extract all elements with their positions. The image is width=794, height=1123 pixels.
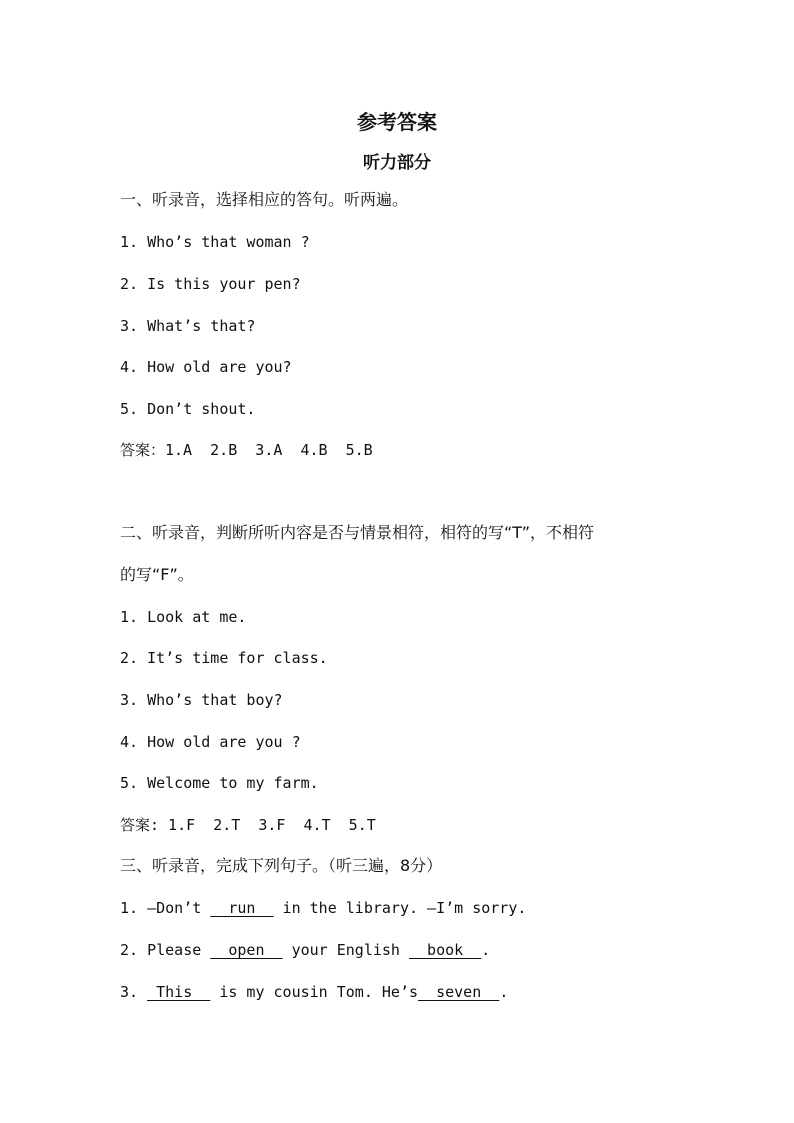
- q3-suffix: .: [499, 983, 509, 1001]
- section2-item-5: 5. Welcome to my farm.: [120, 774, 319, 792]
- section1-heading: 一、听录音，选择相应的答句。听两遍。: [120, 190, 409, 209]
- section1-item-3: 3. What’s that?: [120, 317, 256, 335]
- q2-suffix: .: [481, 941, 491, 959]
- q3-blank1-answer: This: [147, 983, 211, 1001]
- q3-middle: is my cousin Tom. He’s: [210, 983, 419, 1001]
- section2-answer: 答案: 1.F 2.T 3.F 4.T 5.T: [120, 816, 376, 834]
- section1-item-4: 4. How old are you?: [120, 358, 292, 376]
- q2-prefix: 2. Please: [120, 941, 211, 959]
- section3-question-1: [120, 898, 526, 918]
- section1-item-5: 5. Don’t shout.: [120, 400, 256, 418]
- q3-blank2-answer: seven: [418, 983, 500, 1001]
- section3-question-3: [120, 982, 508, 1002]
- section1-item-2: 2. Is this your pen?: [120, 275, 301, 293]
- section3-heading: 三、听录音，完成下列句子。（听三遍，8分）: [120, 856, 443, 875]
- q1-prefix: 1. —Don’t: [120, 899, 211, 917]
- q2-middle: your English: [282, 941, 409, 959]
- section3-question-2: [120, 940, 490, 960]
- q1-blank-answer: run: [210, 899, 274, 917]
- section2-item-1: 1. Look at me.: [120, 608, 247, 626]
- page-title: 参考答案: [357, 110, 437, 134]
- q2-blank1-answer: open: [210, 941, 283, 959]
- q2-blank2-answer: book: [409, 941, 482, 959]
- q3-prefix: 3.: [120, 983, 148, 1001]
- section2-item-3: 3. Who’s that boy?: [120, 691, 283, 709]
- section1-item-1: 1. Who’s that woman ?: [120, 233, 310, 251]
- page-subtitle: 听力部分: [363, 153, 431, 173]
- q1-suffix: in the library. —I’m sorry.: [273, 899, 527, 917]
- section2-item-2: 2. It’s time for class.: [120, 649, 328, 667]
- section2-heading-line2: 的写“F”。: [120, 565, 194, 584]
- section2-item-4: 4. How old are you ?: [120, 733, 301, 751]
- section1-answer: 答案：1.A 2.B 3.A 4.B 5.B: [120, 441, 373, 459]
- section2-heading-line1: 二、听录音，判断所听内容是否与情景相符，相符的写“T”，不相符: [120, 523, 595, 542]
